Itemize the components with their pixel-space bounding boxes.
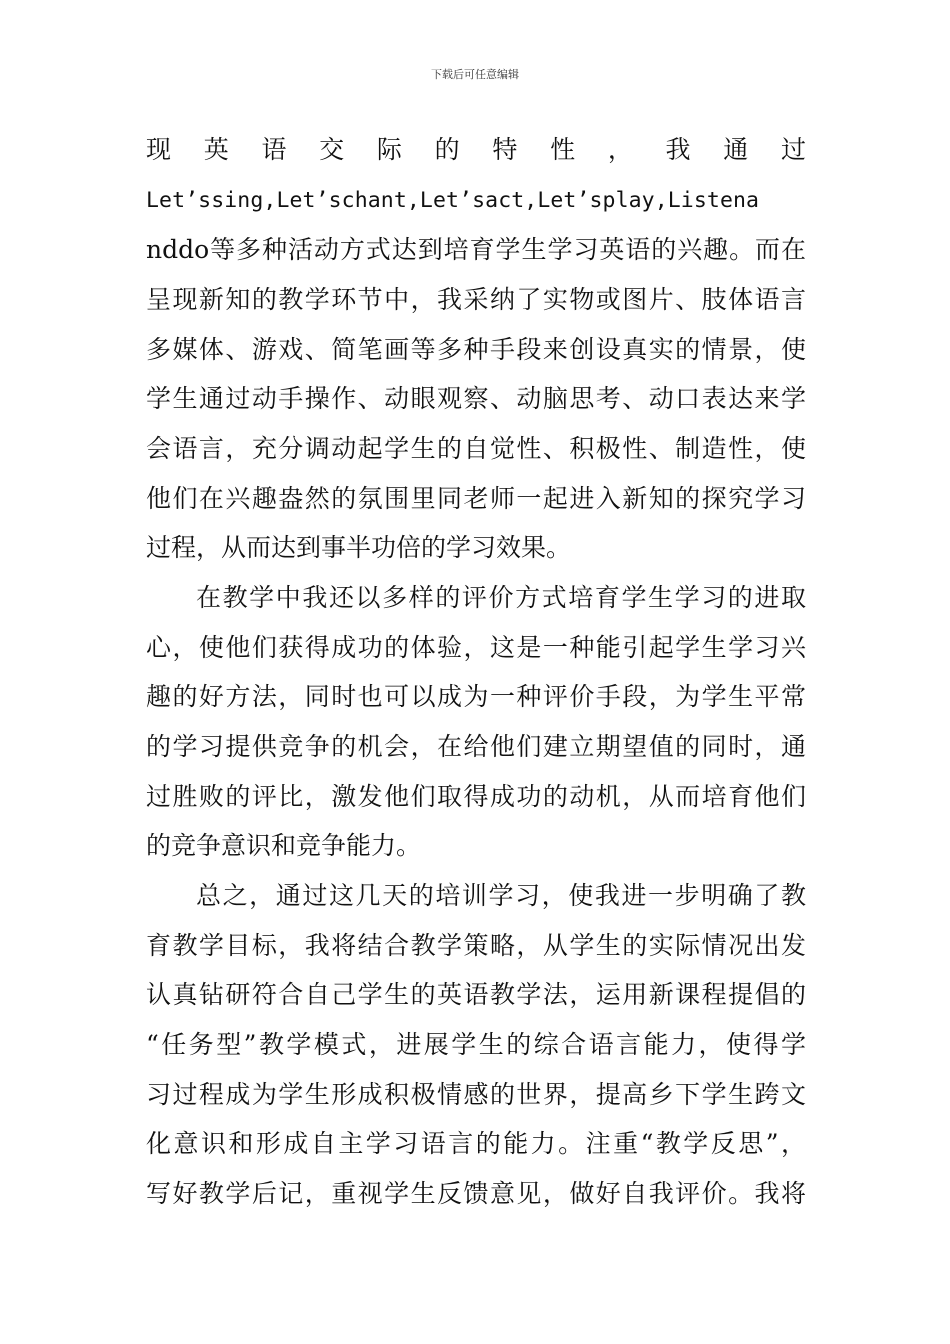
text-line-6: 学生通过动手操作、动眼观察、动脑思考、动口表达来学 [146,384,806,413]
paragraph-2-line-6: 的竞争意识和竞争能力。 [146,831,422,860]
paragraph-3-line-2: 育教学目标，我将结合教学策略，从学生的实际情况出发 [146,931,806,960]
paragraph-3-line-7: 写好教学后记，重视学生反馈意见，做好自我评价。我将 [146,1179,806,1208]
text-line-8: 他们在兴趣盎然的氛围里同老师一起进入新知的探究学习 [146,484,806,513]
text-line-4: 呈现新知的教学环节中，我采纳了实物或图片、肢体语言 [146,285,806,314]
text-line-3: nddo等多种活动方式达到培育学生学习英语的兴趣。而在 [146,235,806,264]
paragraph-2-line-1: 在教学中我还以多样的评价方式培育学生学习的进取 [196,583,806,612]
text-line-5: 多媒体、游戏、简笔画等多种手段来创设真实的情景，使 [146,335,806,364]
paragraph-2-line-2: 心，使他们获得成功的体验，这是一种能引起学生学习兴 [146,633,806,662]
paragraph-3-line-5: 习过程成为学生形成积极情感的世界，提高乡下学生跨文 [146,1080,806,1109]
text-line-2: Let’ssing,Let’schant,Let’sact,Let’splay,Listena [146,188,760,213]
text-line-9: 过程，从而达到事半功倍的学习效果。 [146,533,572,562]
text-line-7: 会语言，充分调动起学生的自觉性、积极性、制造性，使 [146,434,806,463]
paragraph-2-line-3: 趣的好方法，同时也可以成为一种评价手段，为学生平常 [146,682,806,711]
paragraph-2-line-4: 的学习提供竞争的机会，在给他们建立期望值的同时，通 [146,732,806,761]
paragraph-3-line-4: “任务型”教学模式，进展学生的综合语言能力，使得学 [146,1030,806,1059]
paragraph-3-line-6: 化意识和形成自主学习语言的能力。注重“教学反思”， [146,1129,806,1158]
text-line-1: 现 英 语 交 际 的 特 性 ， 我 通 过 [146,135,806,164]
paragraph-3-line-3: 认真钻研符合自己学生的英语教学法，运用新课程提倡的 [146,980,806,1009]
page-header: 下载后可任意编辑 [431,68,519,81]
paragraph-3-line-1: 总之，通过这几天的培训学习，使我进一步明确了教 [196,881,806,910]
paragraph-2-line-5: 过胜败的评比，激发他们取得成功的动机，从而培育他们 [146,782,806,811]
